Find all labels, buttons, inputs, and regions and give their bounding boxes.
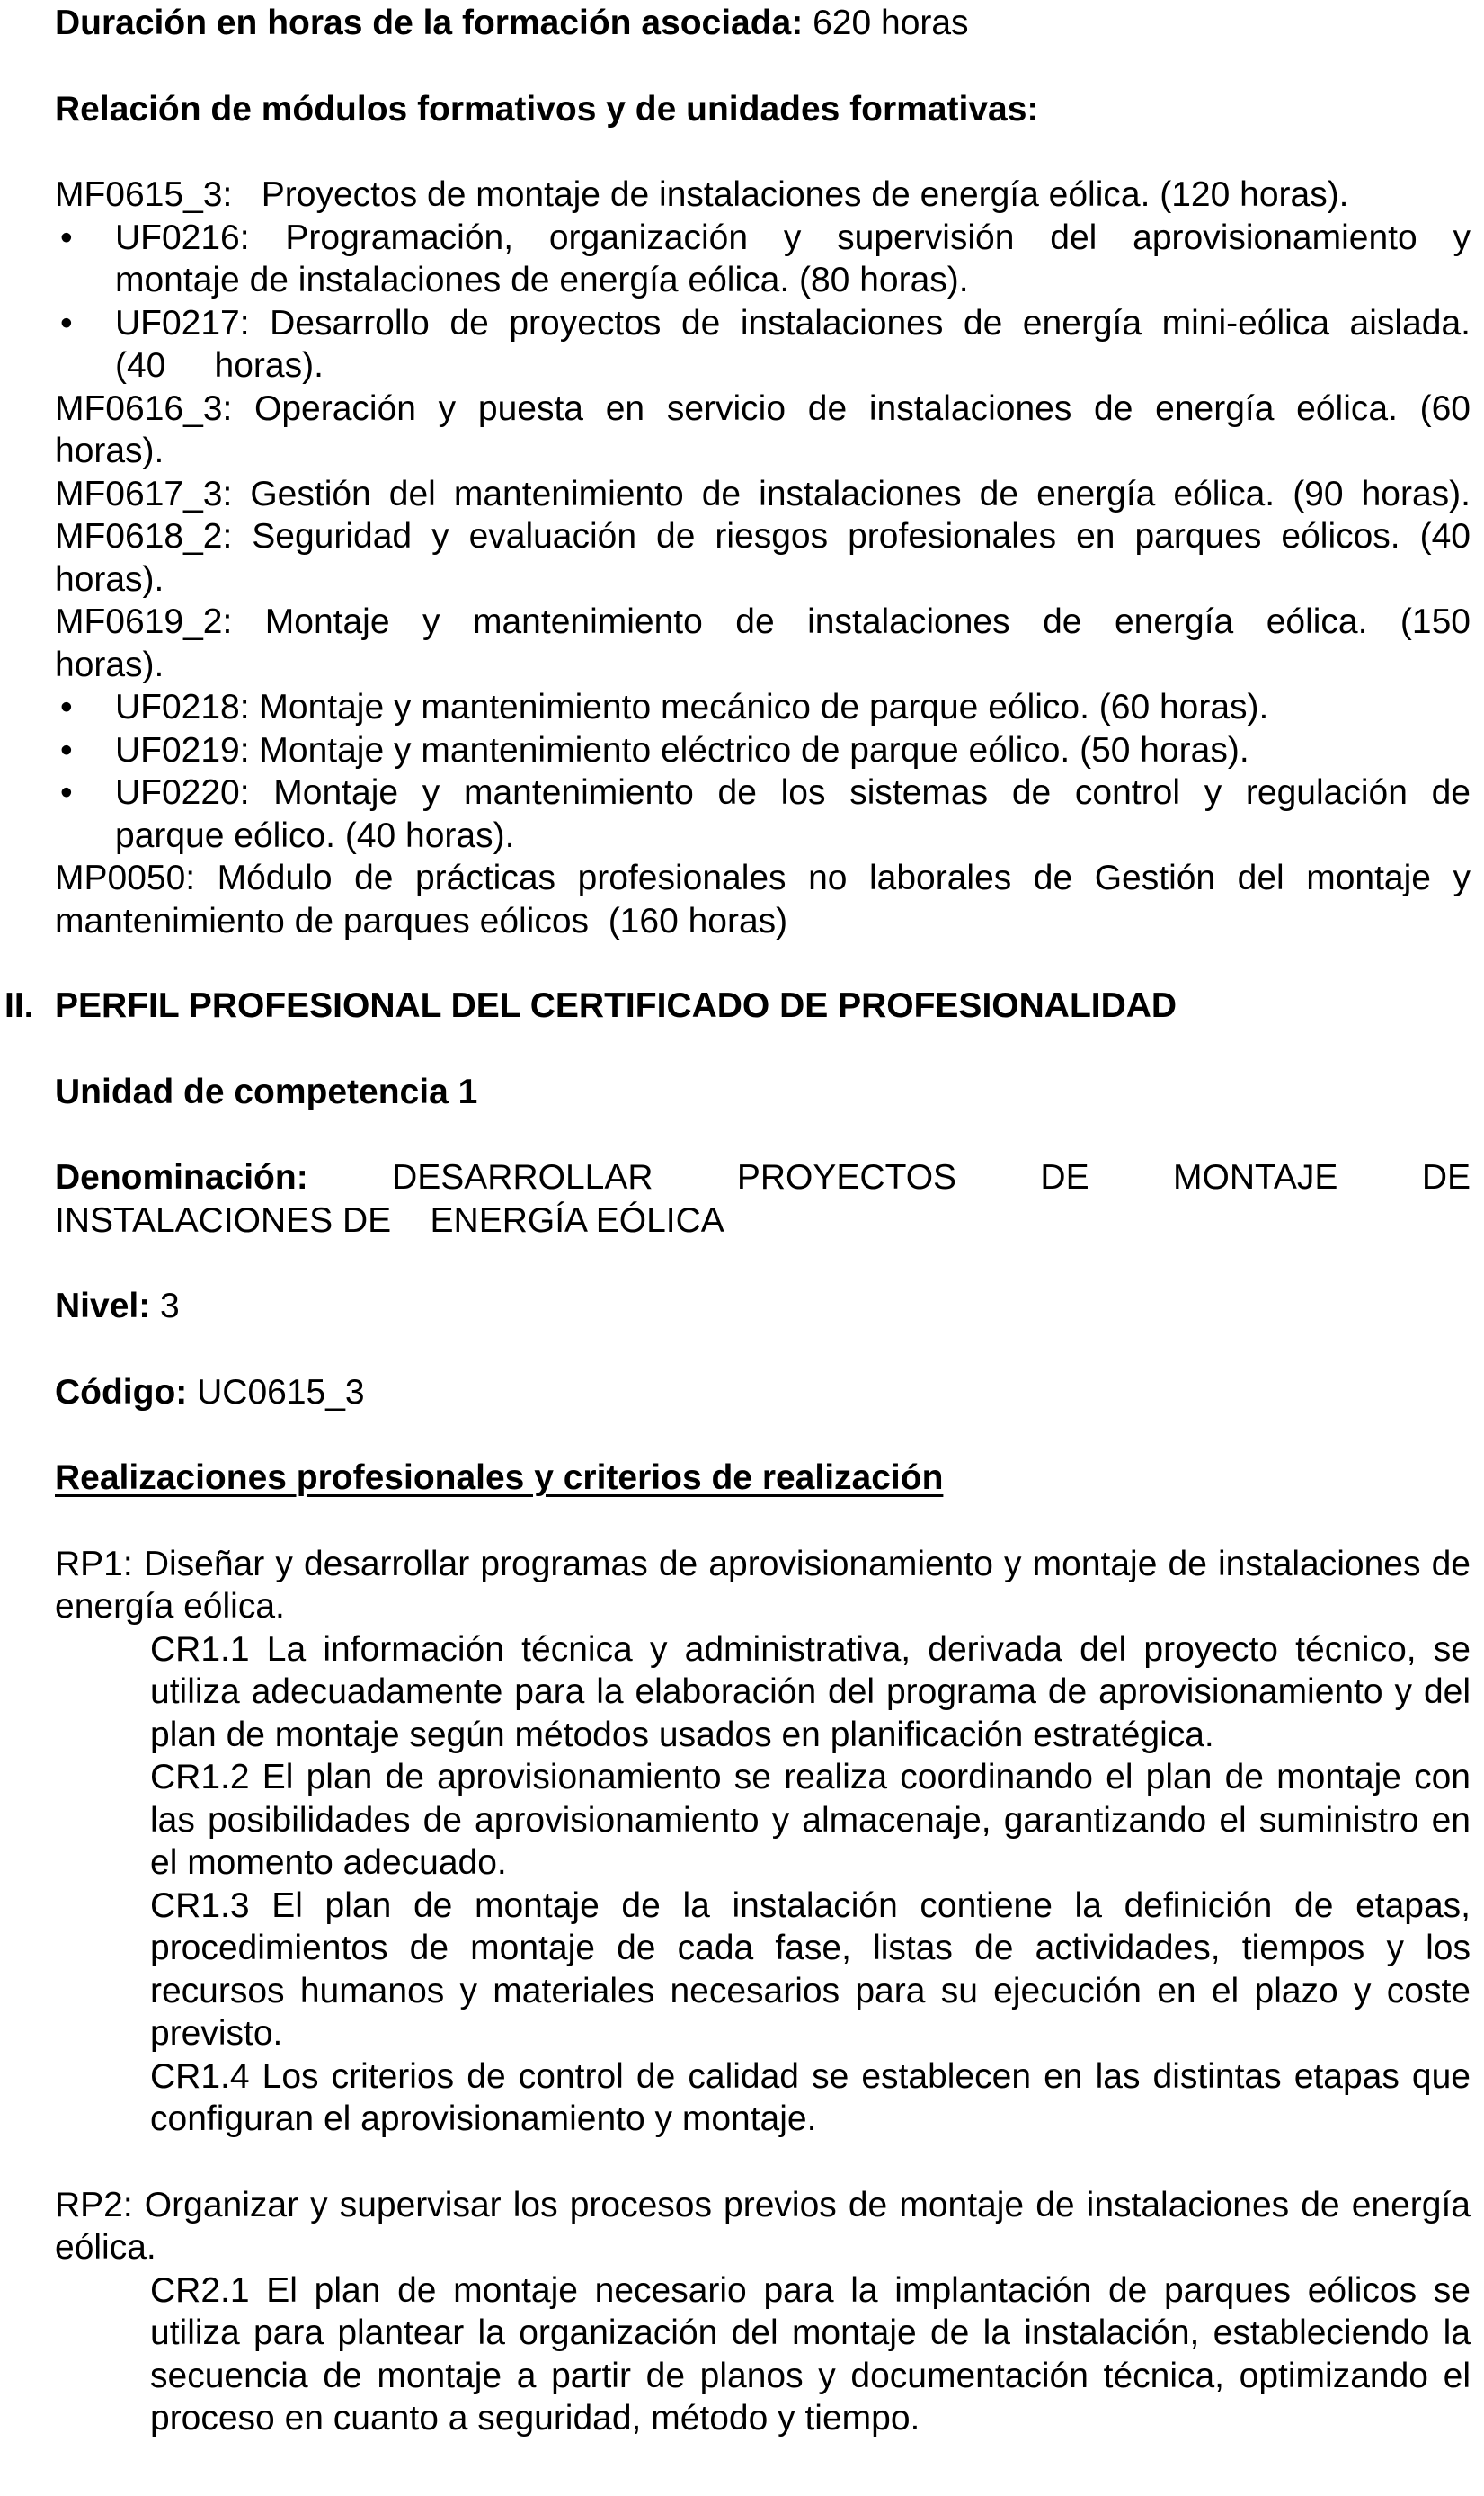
denominacion-label: Denominación: xyxy=(55,1158,308,1197)
unit-uf0219: UF0219: Montaje y mantenimiento eléctrico de parque eólico. (50 horas). xyxy=(115,730,1249,770)
rp1-criteria xyxy=(55,1628,1471,2141)
module-mp0050-line2: mantenimiento de parques eólicos (160 horas) xyxy=(55,901,788,940)
module-mf0619-line2: horas). xyxy=(55,645,164,684)
nivel-label: Nivel: xyxy=(55,1287,151,1325)
module-mf0616-line1: MF0616_3: Operación y puesta en servicio de instalaciones de energía eólica. (60 xyxy=(55,388,1471,428)
section-heading xyxy=(4,985,1471,1028)
unit-item-uf0216 xyxy=(55,217,1471,302)
codigo-line xyxy=(55,1371,1471,1414)
module-mf0616-line2: horas). xyxy=(55,432,164,470)
unit-uf0216-line1: UF0216: Programación, organización y supervisión del aprovisionamiento y xyxy=(115,218,1471,257)
unit-uf0218: UF0218: Montaje y mantenimiento mecánico de parque eólico. (60 horas). xyxy=(115,688,1269,727)
section-title: PERFIL PROFESIONAL DEL CERTIFICADO DE PROFESIONALIDAD xyxy=(55,986,1177,1025)
criterion-cr2-1: CR2.1 El plan de montaje necesario para la implantación de parques eólicos se utiliza para plantear la organización del montaje de la instalación, estableciendo la secuencia de montaje a partir de planos y documentación técnica, optimizando el proceso en cuanto a seguridad, método y tiempo. xyxy=(150,2270,1471,2438)
module-mf0618-line2: horas). xyxy=(55,559,164,599)
modules-list xyxy=(55,174,1471,942)
duration-label: Duración en horas de la formación asociada: xyxy=(55,4,804,42)
document-content xyxy=(4,0,1471,2440)
rp2-text: RP2: Organizar y supervisar los procesos previos de montaje de instalaciones de energía eólica. xyxy=(55,2185,1471,2267)
unit-uf0220-line1: UF0220: Montaje y mantenimiento de los sistemas de control y regulación de xyxy=(115,773,1471,812)
module-mf0619-line1: MF0619_2: Montaje y mantenimiento de instalaciones de energía eólica. (150 xyxy=(55,602,1471,641)
nivel-value: 3 xyxy=(160,1287,180,1325)
duration-value: 620 horas xyxy=(813,4,969,42)
bullet-icon: • xyxy=(60,730,73,770)
unit-item-uf0217 xyxy=(55,302,1471,388)
section-numeral: II. xyxy=(4,986,34,1025)
criterion-cr1-1: CR1.1 La información técnica y administrativa, derivada del proyecto técnico, se utiliza adecuadamente para la elaboración del programa de aprovisionamiento y del plan de montaje según métodos usados en planificación estratégica. xyxy=(150,1629,1471,1754)
denominacion-value-line2: INSTALACIONES DE ENERGÍA EÓLICA xyxy=(55,1200,724,1240)
rp2-criteria xyxy=(55,2269,1471,2440)
bullet-icon: • xyxy=(60,218,73,257)
codigo-value: UC0615_3 xyxy=(197,1372,365,1412)
bullet-icon: • xyxy=(60,303,73,343)
criterion-cr1-3: CR1.3 El plan de montaje de la instalación contiene la definición de etapas, procedimientos de montaje de cada fase, listas de actividades, tiempos y los recursos humanos y materiales necesarios para su ejecución en el plazo y coste previsto. xyxy=(150,1885,1471,2053)
criterion-cr1-4: CR1.4 Los criterios de control de calidad se establecen en las distintas etapas que configuran el aprovisionamiento y montaje. xyxy=(150,2056,1471,2138)
module-mp0050-line1: MP0050: Módulo de prácticas profesionales no laborales de Gestión del montaje y xyxy=(55,859,1471,897)
bullet-icon: • xyxy=(60,773,73,812)
module-mf0618-line1: MF0618_2: Seguridad y evaluación de riesgos profesionales en parques eólicos. (40 xyxy=(55,517,1471,556)
unit-uf0220-line2: parque eólico. (40 horas). xyxy=(115,816,515,855)
criterion-cr1-2: CR1.2 El plan de aprovisionamiento se realiza coordinando el plan de montaje con las posibilidades de aprovisionamiento y almacenaje, garantizando el suministro en el momento adecuado. xyxy=(150,1758,1471,1882)
modules-title: Relación de módulos formativos y de unidades formativas: xyxy=(55,89,1039,129)
denominacion-block xyxy=(55,1156,1471,1242)
unit-item-uf0218 xyxy=(55,686,1471,729)
unit-uf0216-line2: montaje de instalaciones de energía eólica. (80 horas). xyxy=(115,261,969,299)
bullet-icon: • xyxy=(60,688,73,727)
realizaciones-title: Realizaciones profesionales y criterios de realización xyxy=(55,1458,944,1497)
unit-item-uf0219 xyxy=(55,729,1471,772)
module-mf0617: MF0617_3: Gestión del mantenimiento de instalaciones de energía eólica. (90 horas). xyxy=(55,474,1471,513)
unit-uf0217-line1: UF0217: Desarrollo de proyectos de instalaciones de energía mini-eólica aislada. xyxy=(115,303,1471,343)
module-mf0615: MF0615_3: Proyectos de montaje de instalaciones de energía eólica. (120 horas). xyxy=(55,175,1349,214)
denominacion-line1 xyxy=(55,1156,1471,1199)
unit-item-uf0220 xyxy=(55,771,1471,857)
nivel-line xyxy=(55,1285,1471,1328)
denominacion-value-line1: DESARROLLAR PROYECTOS DE MONTAJE DE xyxy=(392,1158,1471,1197)
codigo-label: Código: xyxy=(55,1372,188,1412)
rp1-text: RP1: Diseñar y desarrollar programas de aprovisionamiento y montaje de instalaciones de energía eólica. xyxy=(55,1544,1471,1626)
unit-uf0217-line2: (40 horas). xyxy=(115,346,324,385)
unit-title: Unidad de competencia 1 xyxy=(55,1072,478,1111)
duration-line xyxy=(55,2,1471,45)
